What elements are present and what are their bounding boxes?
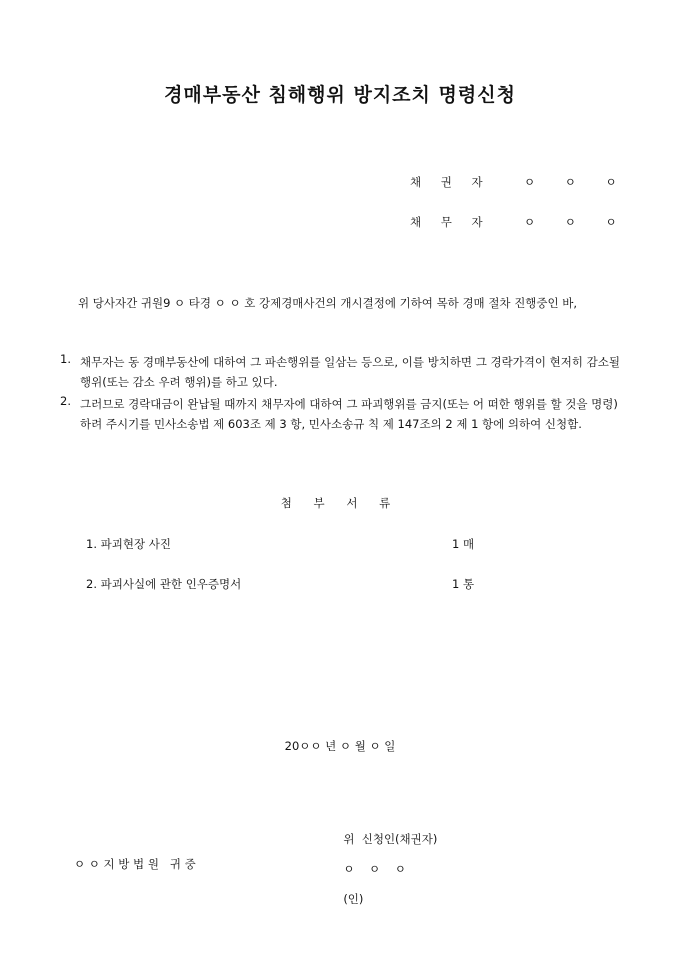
list-item-number: 2. bbox=[60, 394, 71, 408]
list-item bbox=[60, 352, 626, 392]
seal-mark: (인) bbox=[343, 892, 364, 906]
creditor-name: ㅇ ㅇ ㅇ bbox=[523, 175, 617, 189]
applicant-name: ㅇ ㅇ ㅇ bbox=[343, 862, 406, 876]
list-item-text: 채무자는 동 경매부동산에 대하여 그 파손행위를 일삼는 등으로, 이를 방치하면 그 경락가격이 현저히 감소될 행위(또는 감소 우려 행위)를 하고 있다. bbox=[80, 355, 620, 389]
attachment-item-label: 2. 파괴사실에 관한 인우증명서 bbox=[86, 577, 242, 591]
document-title: 경매부동산 침해행위 방지조치 명령신청 bbox=[164, 84, 516, 106]
debtor-label: 채 무 자 bbox=[410, 215, 491, 229]
list-item bbox=[60, 394, 626, 434]
attachment-item-qty: 1 매 bbox=[452, 537, 475, 551]
reason-list bbox=[60, 352, 626, 434]
list-item-number: 1. bbox=[60, 352, 71, 366]
attachments-heading: 첨 부 서 류 bbox=[280, 496, 400, 510]
application-date: 20ㅇㅇ 년 ㅇ 월 ㅇ 일 bbox=[284, 739, 396, 753]
creditor-line bbox=[410, 174, 617, 190]
attachment-item-qty: 1 통 bbox=[452, 577, 475, 591]
debtor-name: ㅇ ㅇ ㅇ bbox=[523, 215, 617, 229]
applicant-label: 위 신청인(채권자) bbox=[343, 832, 438, 846]
applicant-line bbox=[336, 817, 437, 907]
debtor-line bbox=[410, 214, 617, 230]
list-item-text: 그러므로 경락대금이 완납될 때까지 채무자에 대하여 그 파괴행위를 금지(또는 어 떠한 행위를 할 것을 명령)하려 주시기를 민사소송법 제 603조 제 3 항, 민사소송규 칙 제 147조의 2 제 1 항에 의하여 신청함. bbox=[80, 397, 618, 431]
court-addressee: ㅇ ㅇ 지 방 법 원 귀 중 bbox=[74, 857, 196, 871]
attachment-item-label: 1. 파괴현장 사진 bbox=[86, 537, 171, 551]
creditor-label: 채 권 자 bbox=[410, 175, 491, 189]
intro-paragraph: 위 당사자간 귀원9 ㅇ 타경 ㅇ ㅇ 호 강제경매사건의 개시결정에 기하여 목하 경매 절차 진행중인 바, bbox=[78, 296, 578, 310]
